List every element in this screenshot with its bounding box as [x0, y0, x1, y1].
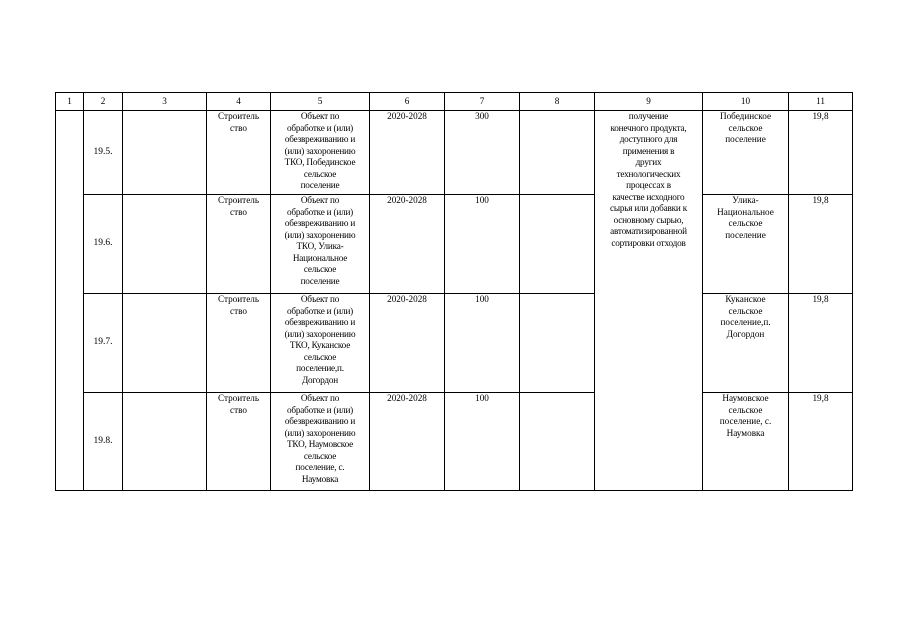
table-row: [56, 393, 853, 491]
empty-cell: [520, 111, 595, 195]
capacity-cell: 100: [445, 393, 520, 491]
period-cell: 2020-2028: [370, 393, 445, 491]
empty-cell: [123, 393, 207, 491]
work-type-cell: Строитель ство: [207, 393, 271, 491]
empty-cell: [56, 111, 84, 491]
table-row: [56, 195, 853, 294]
work-type-cell: Строитель ство: [207, 111, 271, 195]
object-cell: Объект по обработке и (или) обезвреживанию и (или) захоронению ТКО, Побединское сельское поселение: [271, 111, 370, 195]
table-row: [56, 111, 853, 195]
result-cell: получение конечного продукта, доступного для применения в других технологических процессах в качестве исходного сырья или добавки к основному сырью, автоматизированной сортировки отходов: [595, 111, 703, 491]
area-cell: 19,8: [789, 294, 853, 393]
column-header: 11: [789, 93, 853, 111]
work-type-cell: Строитель ство: [207, 195, 271, 294]
empty-cell: [520, 195, 595, 294]
location-cell: Улика- Национальное сельское поселение: [703, 195, 789, 294]
column-header: 3: [123, 93, 207, 111]
row-number: 19.8.: [84, 393, 123, 491]
object-cell: Объект по обработке и (или) обезвреживанию и (или) захоронению ТКО, Куканское сельское поселение,п. Догордон: [271, 294, 370, 393]
column-header: 8: [520, 93, 595, 111]
empty-cell: [123, 111, 207, 195]
column-header: 5: [271, 93, 370, 111]
row-number: 19.7.: [84, 294, 123, 393]
location-cell: Наумовское сельское поселение, с. Наумовка: [703, 393, 789, 491]
row-number: 19.5.: [84, 111, 123, 195]
area-cell: 19,8: [789, 195, 853, 294]
object-cell: Объект по обработке и (или) обезвреживанию и (или) захоронению ТКО, Улика- Национальное сельское поселение: [271, 195, 370, 294]
capacity-cell: 100: [445, 294, 520, 393]
empty-cell: [520, 393, 595, 491]
column-header: 4: [207, 93, 271, 111]
column-header: 6: [370, 93, 445, 111]
period-cell: 2020-2028: [370, 294, 445, 393]
empty-cell: [123, 195, 207, 294]
work-type-cell: Строитель ство: [207, 294, 271, 393]
header-row: [56, 93, 853, 111]
empty-cell: [520, 294, 595, 393]
capacity-cell: 100: [445, 195, 520, 294]
area-cell: 19,8: [789, 393, 853, 491]
period-cell: 2020-2028: [370, 111, 445, 195]
capacity-cell: 300: [445, 111, 520, 195]
row-number: 19.6.: [84, 195, 123, 294]
table-row: [56, 294, 853, 393]
location-cell: Куканское сельское поселение,п. Догордон: [703, 294, 789, 393]
empty-cell: [123, 294, 207, 393]
object-cell: Объект по обработке и (или) обезвреживанию и (или) захоронению ТКО, Наумовское сельское поселение, с. Наумовка: [271, 393, 370, 491]
column-header: 2: [84, 93, 123, 111]
period-cell: 2020-2028: [370, 195, 445, 294]
column-header: 7: [445, 93, 520, 111]
column-header: 9: [595, 93, 703, 111]
data-table: [55, 92, 853, 491]
column-header: 10: [703, 93, 789, 111]
location-cell: Побединское сельское поселение: [703, 111, 789, 195]
area-cell: 19,8: [789, 111, 853, 195]
column-header: 1: [56, 93, 84, 111]
